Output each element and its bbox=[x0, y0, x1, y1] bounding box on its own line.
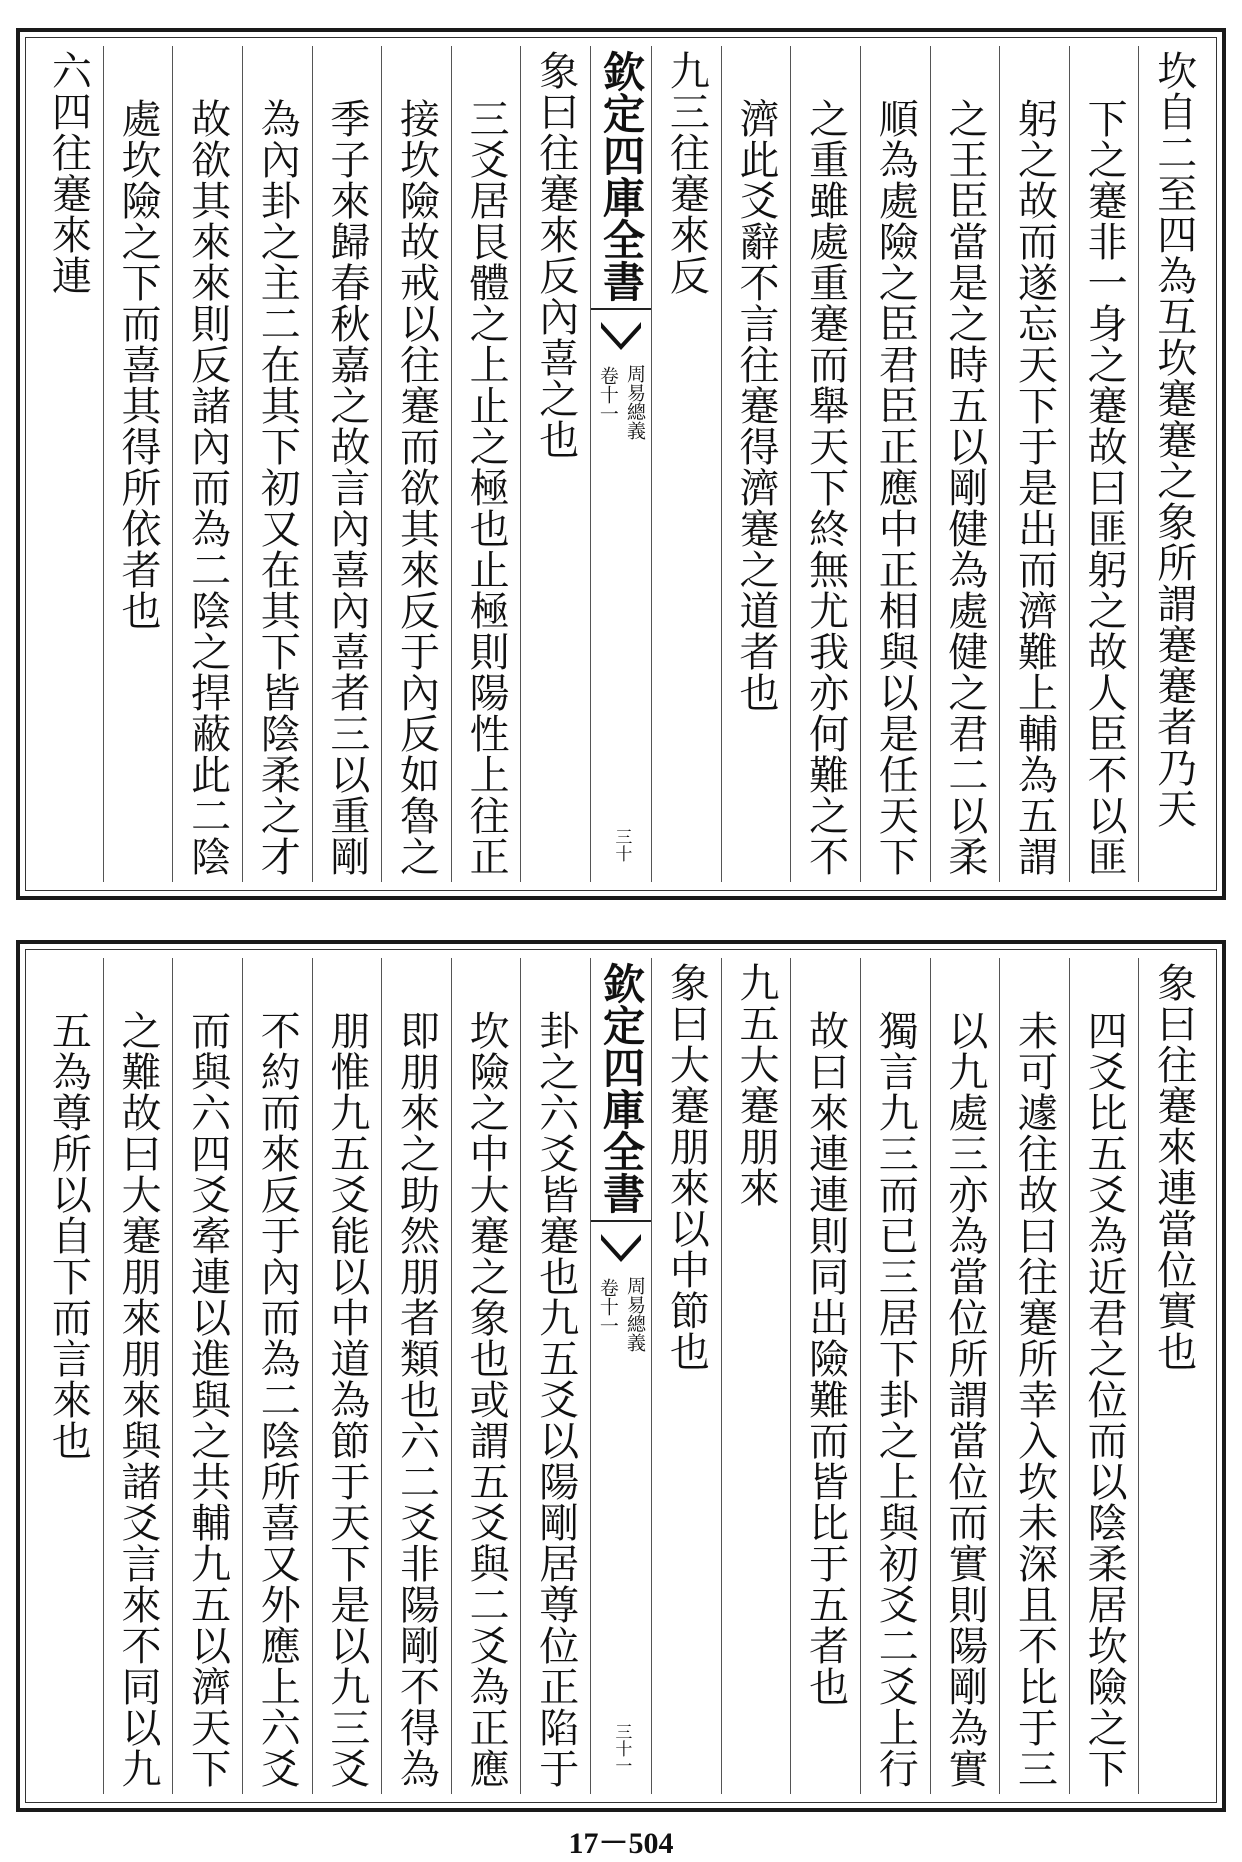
column-text: 順為處險之臣君臣正應中正相與以是任天下 bbox=[872, 98, 919, 877]
text-column bbox=[34, 46, 103, 882]
text-column bbox=[312, 958, 382, 1794]
column-text: 五為尊所以自下而言來也 bbox=[45, 1010, 92, 1461]
column-text: 之難故曰大蹇朋來朋來與諸爻言來不同以九 bbox=[114, 1010, 161, 1789]
column-text: 之重雖處重蹇而舉天下終無尤我亦何難之不 bbox=[802, 98, 849, 877]
bottom-page bbox=[16, 940, 1226, 1812]
fish-tail-mark-icon bbox=[597, 1226, 645, 1266]
text-column bbox=[999, 46, 1069, 882]
column-text: 卦之六爻皆蹇也九五爻以陽剛居尊位正陷于 bbox=[532, 1010, 579, 1789]
column-text: 不約而來反于內而為二陰所喜又外應上六爻 bbox=[254, 1010, 301, 1789]
text-column bbox=[1069, 46, 1139, 882]
column-text: 季子來歸春秋嘉之故言內喜內喜者三以重剛 bbox=[323, 98, 370, 877]
column-text: 處坎險之下而喜其得所依者也 bbox=[114, 98, 161, 631]
column-text: 以九處三亦為當位所謂當位而實則陽剛為實 bbox=[941, 1010, 988, 1789]
column-text: 象曰大蹇朋來以中節也 bbox=[663, 962, 710, 1372]
column-text: 接坎險故戒以往蹇而欲其來反于內反如魯之 bbox=[393, 98, 440, 877]
column-text: 坎險之中大蹇之象也或謂五爻與二爻為正應 bbox=[463, 1010, 510, 1789]
work-title: 周易總義 bbox=[624, 1276, 646, 1352]
text-column bbox=[790, 46, 860, 882]
book-title: 欽定四庫全書 bbox=[591, 50, 651, 310]
column-text: 之王臣當是之時五以剛健為處健之君二以柔 bbox=[941, 98, 988, 877]
fold-center-strip bbox=[590, 958, 651, 1794]
work-title: 周易總義 bbox=[624, 364, 646, 440]
text-column bbox=[1069, 958, 1139, 1794]
column-text: 而與六四爻牽連以進與之共輔九五以濟天下 bbox=[184, 1010, 231, 1789]
book-title: 欽定四庫全書 bbox=[591, 962, 651, 1222]
text-column bbox=[172, 958, 242, 1794]
text-column bbox=[34, 958, 103, 1794]
text-column bbox=[860, 46, 930, 882]
volume-label: 卷十一 bbox=[596, 366, 619, 423]
column-text: 象曰往蹇來反內喜之也 bbox=[532, 50, 579, 460]
text-column bbox=[860, 958, 930, 1794]
column-text: 象曰往蹇來連當位實也 bbox=[1150, 962, 1197, 1372]
folio-number: 三十 bbox=[611, 828, 632, 862]
column-text: 故曰來連連則同出險難而皆比于五者也 bbox=[802, 1010, 849, 1707]
column-text: 三爻居艮體之上止之極也止極則陽性上往正 bbox=[463, 98, 510, 877]
page-number: 17－504 bbox=[568, 1827, 674, 1860]
column-text: 為內卦之主二在其下初又在其下皆陰柔之才 bbox=[254, 98, 301, 877]
column-text: 故欲其來來則反諸內而為二陰之捍蔽此二陰 bbox=[184, 98, 231, 877]
text-column bbox=[721, 958, 791, 1794]
text-column bbox=[721, 46, 791, 882]
text-column bbox=[172, 46, 242, 882]
text-column bbox=[651, 46, 721, 882]
text-column bbox=[520, 46, 590, 882]
text-column bbox=[930, 46, 1000, 882]
text-column bbox=[1138, 46, 1208, 882]
column-text: 獨言九三而已三居下卦之上與初爻二爻上行 bbox=[872, 1010, 919, 1789]
column-text: 未可遽往故曰往蹇所幸入坎未深且不比于三 bbox=[1011, 1010, 1058, 1789]
column-text: 坎自二至四為互坎蹇蹇之象所謂蹇蹇者乃天 bbox=[1150, 50, 1197, 829]
text-column bbox=[651, 958, 721, 1794]
text-column bbox=[381, 46, 451, 882]
column-text: 四爻比五爻為近君之位而以陰柔居坎險之下 bbox=[1081, 1010, 1128, 1789]
text-column bbox=[103, 958, 173, 1794]
text-column bbox=[242, 958, 312, 1794]
text-column bbox=[451, 958, 521, 1794]
top-page-columns bbox=[34, 46, 1208, 882]
text-column bbox=[520, 958, 590, 1794]
volume-label: 卷十一 bbox=[596, 1278, 619, 1335]
text-column bbox=[312, 46, 382, 882]
column-text: 即朋來之助然朋者類也六二爻非陽剛不得為 bbox=[393, 1010, 440, 1789]
text-column bbox=[381, 958, 451, 1794]
text-column bbox=[451, 46, 521, 882]
column-text: 躬之故而遂忘天下于是出而濟難上輔為五謂 bbox=[1011, 98, 1058, 877]
top-page bbox=[16, 28, 1226, 900]
column-text: 下之蹇非一身之蹇故曰匪躬之故人臣不以匪 bbox=[1081, 98, 1128, 877]
text-column bbox=[1138, 958, 1208, 1794]
text-column bbox=[790, 958, 860, 1794]
text-column bbox=[999, 958, 1069, 1794]
column-text: 六四往蹇來連 bbox=[45, 50, 92, 296]
column-text: 濟此爻辭不言往蹇得濟蹇之道者也 bbox=[732, 98, 779, 713]
column-text: 九三往蹇來反 bbox=[663, 50, 710, 296]
bottom-page-columns bbox=[34, 958, 1208, 1794]
column-text: 九五大蹇朋來 bbox=[732, 962, 779, 1208]
column-text: 朋惟九五爻能以中道為節于天下是以九三爻 bbox=[323, 1010, 370, 1789]
text-column bbox=[930, 958, 1000, 1794]
fold-center-strip bbox=[590, 46, 651, 882]
text-column bbox=[242, 46, 312, 882]
fish-tail-mark-icon bbox=[597, 314, 645, 354]
text-column bbox=[103, 46, 173, 882]
folio-number: 三十一 bbox=[611, 1723, 632, 1774]
